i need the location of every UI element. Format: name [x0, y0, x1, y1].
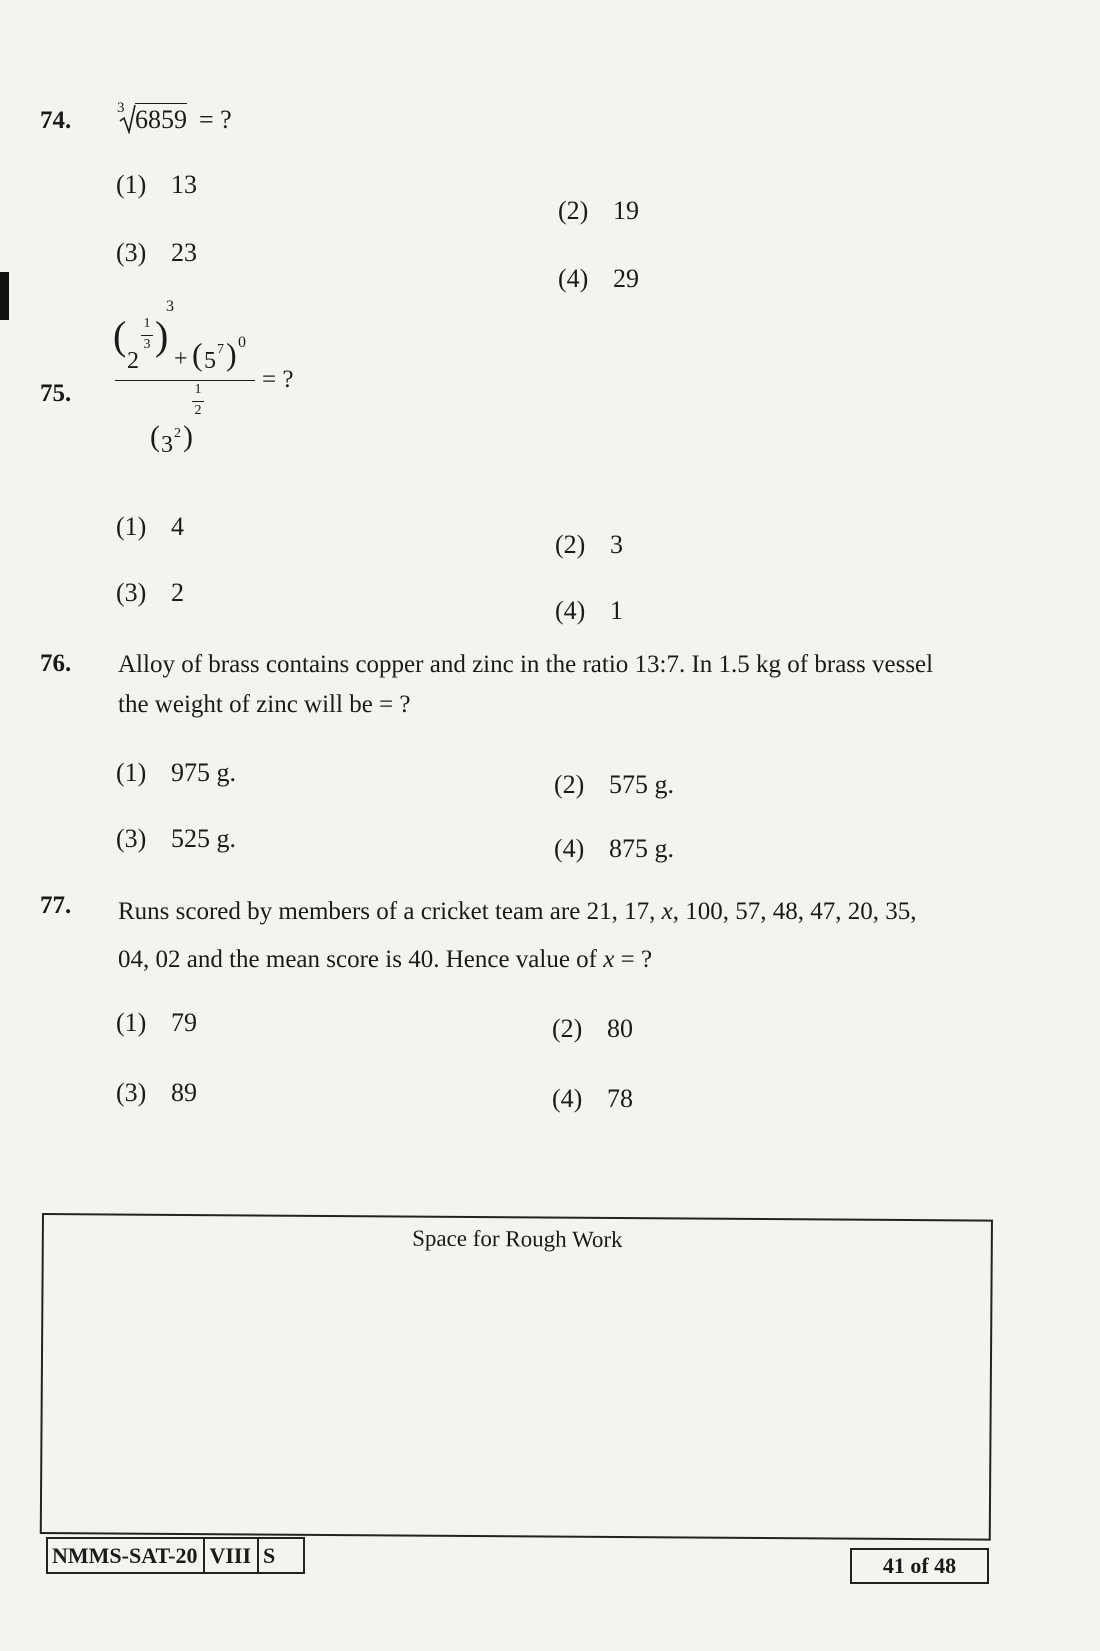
second-base: 5 [204, 348, 216, 374]
q74-option-2[interactable]: (2) 19 [558, 196, 639, 225]
den-right-paren: ) [183, 420, 193, 453]
question-77-line-1: Runs scored by members of a cricket team are 21, 17, x, 100, 57, 48, 47, 20, 35, [118, 898, 917, 925]
second-outer-exponent: 0 [238, 334, 246, 351]
equals-question: = ? [199, 105, 232, 134]
question-76-number: 76. [40, 650, 72, 677]
question-74-number: 74. [40, 107, 72, 134]
den-exp-numerator: 1 [194, 382, 202, 397]
den-exp-fraction-bar [192, 401, 204, 402]
q77-option-2[interactable]: (2) 80 [552, 1014, 633, 1043]
radicand: 6859 [135, 105, 187, 134]
q76-option-2[interactable]: (2) 575 g. [554, 770, 674, 799]
question-75-number: 75. [40, 380, 72, 407]
exam-code-box [46, 1537, 305, 1574]
q76-option-3[interactable]: (3) 525 g. [116, 824, 236, 853]
second-right-paren: ) [226, 336, 237, 372]
question-77-number: 77. [40, 892, 72, 919]
question-76-line-1: Alloy of brass contains copper and zinc in the ratio 13:7. In 1.5 kg of brass vessel [118, 651, 934, 678]
q75-option-4[interactable]: (4) 1 [555, 596, 623, 625]
den-left-paren: ( [150, 420, 160, 453]
second-left-paren: ( [192, 336, 203, 372]
exam-code-name: NMMS-SAT-20 [48, 1539, 205, 1572]
q76-option-1[interactable]: (1) 975 g. [116, 758, 236, 787]
main-fraction-bar [115, 380, 255, 381]
plus-sign: + [174, 346, 188, 372]
den-inner-exponent: 2 [174, 426, 181, 441]
q76-option-4[interactable]: (4) 875 g. [554, 834, 674, 863]
variable-x: x [661, 898, 673, 925]
numerator-base: 2 [127, 348, 139, 374]
question-76-text [118, 645, 998, 725]
exam-code-class: VIII [205, 1539, 259, 1572]
question-75-expression [110, 298, 330, 488]
q74-option-1[interactable]: (1) 13 [116, 170, 197, 199]
q74-option-4[interactable]: (4) 29 [558, 264, 639, 293]
q77-option-3[interactable]: (3) 89 [116, 1078, 197, 1107]
q74-option-3[interactable]: (3) 23 [116, 238, 197, 267]
rough-work-title: Space for Rough Work [412, 1225, 623, 1253]
q75-option-1[interactable]: (1) 4 [116, 512, 184, 541]
q75-option-2[interactable]: (2) 3 [555, 530, 623, 559]
right-paren: ) [155, 313, 169, 358]
inner-exp-denominator: 3 [143, 337, 151, 352]
den-exp-denominator: 2 [194, 403, 202, 418]
exam-code-section: S [263, 1543, 276, 1568]
left-paren: ( [113, 313, 127, 358]
binding-edge-mark [0, 272, 9, 320]
variable-x: x [603, 946, 615, 973]
inner-exp-numerator: 1 [143, 316, 151, 331]
outer-exponent: 3 [166, 298, 174, 315]
equals-question: = ? [262, 366, 294, 393]
inner-exp-fraction-bar [141, 335, 153, 336]
q77-option-4[interactable]: (4) 78 [552, 1084, 633, 1113]
den-base: 3 [161, 432, 173, 458]
page-number: 41 of 48 [850, 1548, 989, 1584]
root-index: 3 [117, 100, 125, 116]
rough-work-box [40, 1213, 993, 1541]
question-77-text [118, 888, 998, 984]
q77-option-1[interactable]: (1) 79 [116, 1008, 197, 1037]
question-77-line-2: 04, 02 and the mean score is 40. Hence value of x = ? [118, 946, 653, 973]
second-inner-exponent: 7 [217, 342, 224, 357]
question-76-line-2: the weight of zinc will be = ? [118, 691, 411, 718]
q75-option-3[interactable]: (3) 2 [116, 578, 184, 607]
